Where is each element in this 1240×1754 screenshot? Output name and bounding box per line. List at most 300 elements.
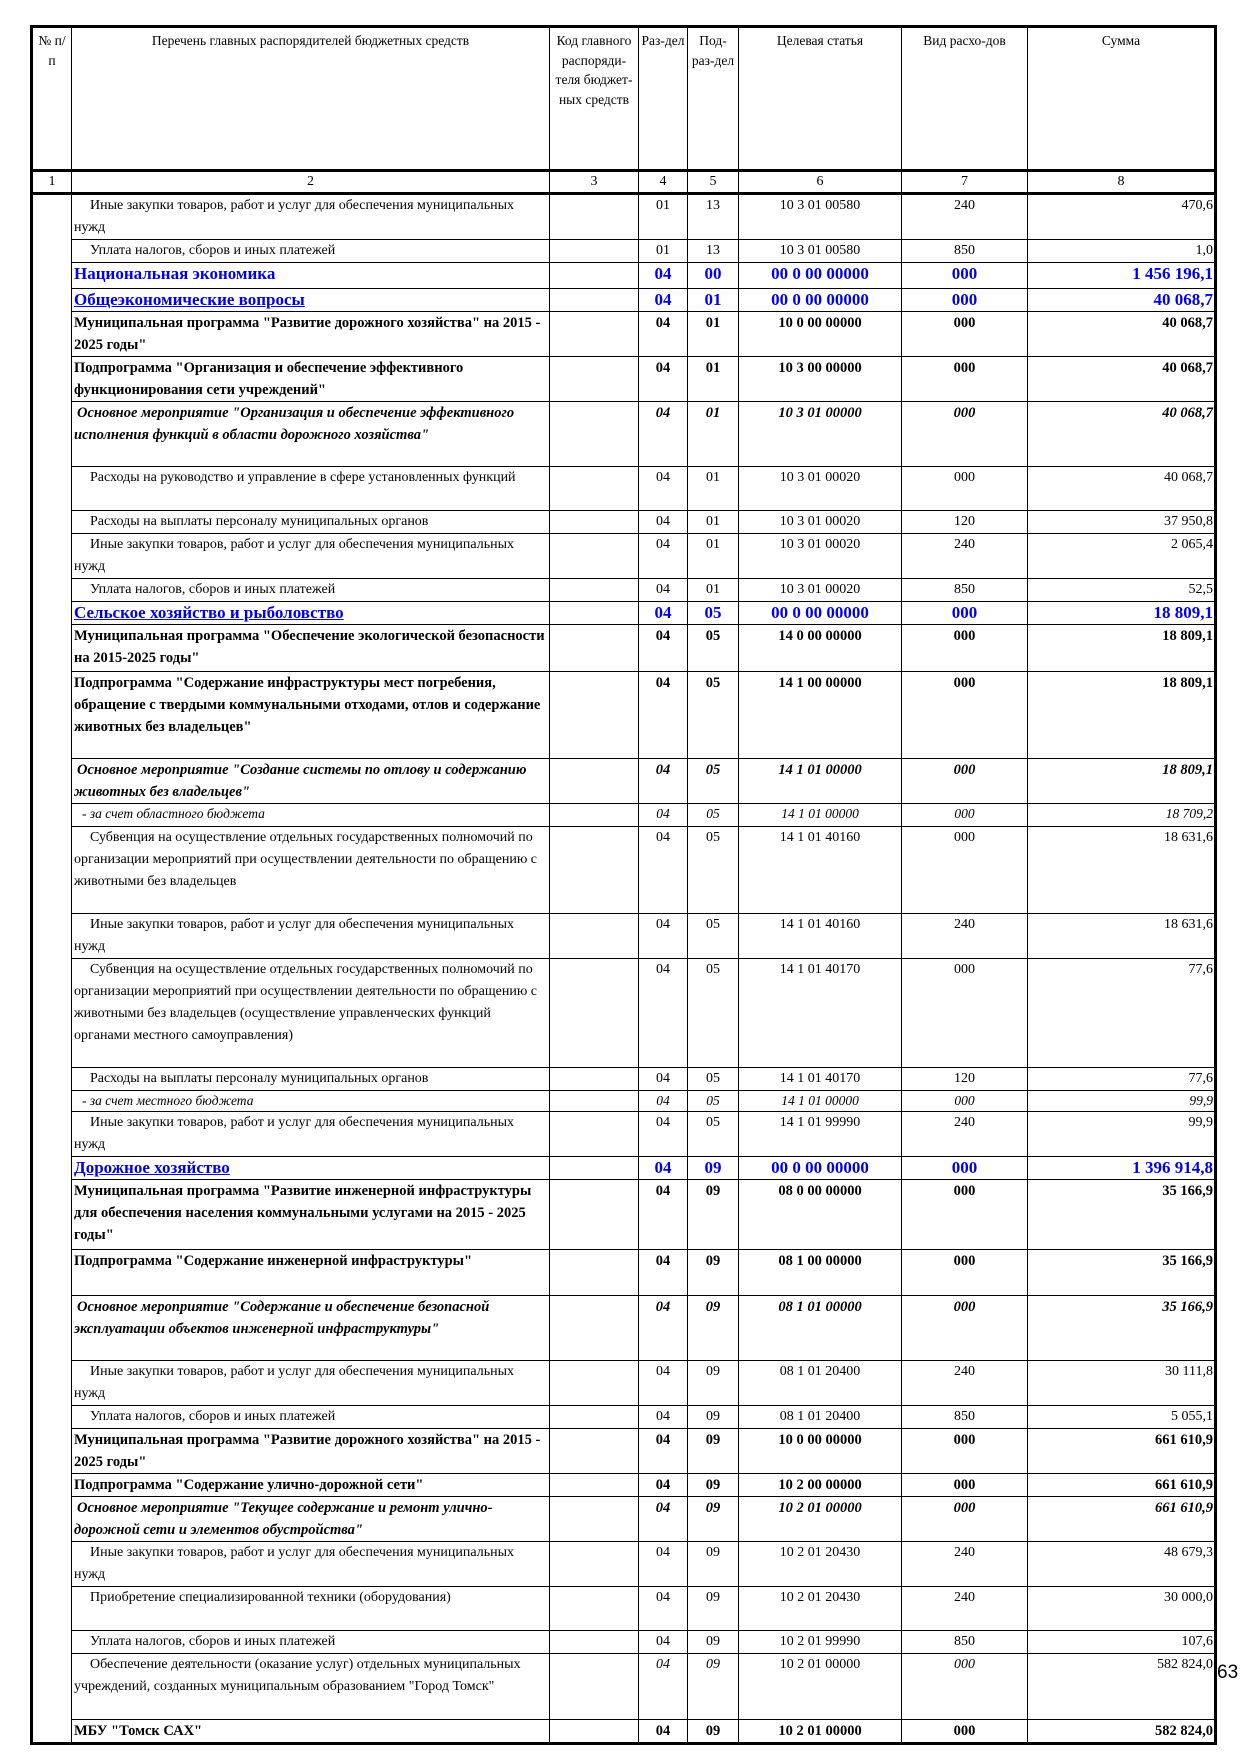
row-kod [550,1720,639,1744]
row-kod [550,1631,639,1654]
row-summa: 40 068,7 [1028,289,1216,312]
row-celevaya-statya: 10 3 01 00020 [739,467,902,511]
row-celevaya-statya: 10 2 01 00000 [739,1497,902,1542]
row-celevaya-statya: 00 0 00 00000 [739,1157,902,1180]
row-celevaya-statya: 14 1 01 40170 [739,959,902,1068]
row-razdel: 01 [639,240,688,263]
row-kod [550,467,639,511]
row-celevaya-statya: 10 0 00 00000 [739,312,902,357]
colnum: 2 [72,171,550,194]
row-podrazdel: 05 [688,1068,739,1091]
row-razdel: 04 [639,1157,688,1180]
row-razdel: 04 [639,263,688,289]
row-name: - за счет местного бюджета [72,1091,550,1112]
row-podrazdel: 05 [688,759,739,804]
header-celevaya: Целевая статья [739,27,902,171]
row-vid-rashodov: 240 [902,194,1028,240]
header-vid: Вид расхо-дов [902,27,1028,171]
row-name: Расходы на руководство и управление в сфере установленных функций [72,467,550,511]
row-name: Сельское хозяйство и рыболовство [72,602,550,625]
row-podrazdel: 00 [688,263,739,289]
row-name: Подпрограмма "Содержание инженерной инфраструктуры" [72,1250,550,1296]
row-vid-rashodov: 000 [902,1429,1028,1474]
row-celevaya-statya: 14 1 01 40160 [739,827,902,914]
row-summa: 107,6 [1028,1631,1216,1654]
table-row [32,194,1216,240]
row-kod [550,804,639,827]
row-razdel: 04 [639,579,688,602]
row-kod [550,914,639,959]
table-row [32,1091,1216,1112]
row-vid-rashodov: 240 [902,1587,1028,1631]
table-row [32,1406,1216,1429]
row-razdel: 04 [639,1497,688,1542]
row-kod [550,511,639,534]
row-vid-rashodov: 000 [902,827,1028,914]
table-row [32,1361,1216,1406]
row-name: Иные закупки товаров, работ и услуг для обеспечения муниципальных нужд [72,914,550,959]
row-vid-rashodov: 000 [902,467,1028,511]
row-podrazdel: 05 [688,1112,739,1157]
row-razdel: 01 [639,194,688,240]
row-podrazdel: 09 [688,1180,739,1250]
row-kod [550,1654,639,1720]
row-kod [550,263,639,289]
row-podrazdel: 01 [688,579,739,602]
row-name: Приобретение специализированной техники (оборудования) [72,1587,550,1631]
row-celevaya-statya: 10 3 01 00020 [739,511,902,534]
row-kod [550,1497,639,1542]
row-summa: 18 809,1 [1028,625,1216,672]
row-podrazdel: 05 [688,959,739,1068]
row-podrazdel: 01 [688,467,739,511]
row-vid-rashodov: 240 [902,914,1028,959]
row-kod [550,534,639,579]
row-vid-rashodov: 000 [902,959,1028,1068]
table-row [32,402,1216,467]
row-vid-rashodov: 000 [902,402,1028,467]
row-celevaya-statya: 14 0 00 00000 [739,625,902,672]
row-name: Уплата налогов, сборов и иных платежей [72,240,550,263]
row-podrazdel: 05 [688,804,739,827]
row-kod [550,1157,639,1180]
row-razdel: 04 [639,1250,688,1296]
row-kod [550,1542,639,1587]
row-celevaya-statya: 08 1 01 00000 [739,1296,902,1361]
row-razdel: 04 [639,759,688,804]
row-name: Расходы на выплаты персоналу муниципальных органов [72,1068,550,1091]
row-razdel: 04 [639,534,688,579]
row-summa: 18 631,6 [1028,914,1216,959]
colnum: 3 [550,171,639,194]
table-row [32,1542,1216,1587]
row-vid-rashodov: 000 [902,1180,1028,1250]
row-name: Субвенция на осуществление отдельных государственных полномочий по организации мероприятий при осуществлении деятельности по обращению с животными без владельцев [72,827,550,914]
row-vid-rashodov: 000 [902,1157,1028,1180]
table-row [32,1654,1216,1720]
row-summa: 35 166,9 [1028,1296,1216,1361]
row-podrazdel: 05 [688,914,739,959]
row-vid-rashodov: 000 [902,1091,1028,1112]
row-celevaya-statya: 14 1 01 99990 [739,1112,902,1157]
header-number: № п/п [32,27,72,171]
row-vid-rashodov: 120 [902,511,1028,534]
table-row [32,602,1216,625]
row-razdel: 04 [639,1180,688,1250]
row-kod [550,1361,639,1406]
table-row [32,534,1216,579]
row-summa: 18 809,1 [1028,602,1216,625]
row-celevaya-statya: 14 1 01 00000 [739,1091,902,1112]
row-razdel: 04 [639,827,688,914]
row-podrazdel: 09 [688,1542,739,1587]
row-summa: 582 824,0 [1028,1654,1216,1720]
row-vid-rashodov: 000 [902,312,1028,357]
row-celevaya-statya: 10 2 01 00000 [739,1720,902,1744]
row-razdel: 04 [639,402,688,467]
row-summa: 2 065,4 [1028,534,1216,579]
row-celevaya-statya: 10 2 01 20430 [739,1587,902,1631]
row-summa: 1 396 914,8 [1028,1157,1216,1180]
row-name: Иные закупки товаров, работ и услуг для обеспечения муниципальных нужд [72,194,550,240]
row-kod [550,1474,639,1497]
row-name: Иные закупки товаров, работ и услуг для обеспечения муниципальных нужд [72,1112,550,1157]
table-row [32,1631,1216,1654]
row-kod [550,289,639,312]
row-podrazdel: 05 [688,827,739,914]
row-podrazdel: 09 [688,1654,739,1720]
row-summa: 77,6 [1028,1068,1216,1091]
row-kod [550,357,639,402]
row-celevaya-statya: 10 2 00 00000 [739,1474,902,1497]
colnum: 4 [639,171,688,194]
row-vid-rashodov: 000 [902,672,1028,759]
row-name: Муниципальная программа "Развитие дорожного хозяйства" на 2015 - 2025 годы" [72,1429,550,1474]
table-row [32,1497,1216,1542]
row-razdel: 04 [639,1631,688,1654]
row-kod [550,827,639,914]
table-row [32,625,1216,672]
table-row [32,1180,1216,1250]
row-razdel: 04 [639,1474,688,1497]
table-row [32,511,1216,534]
row-name: Основное мероприятие "Организация и обеспечение эффективного исполнения функций в области дорожного хозяйства" [72,402,550,467]
row-kod [550,1091,639,1112]
table-row [32,263,1216,289]
row-vid-rashodov: 850 [902,1631,1028,1654]
row-razdel: 04 [639,467,688,511]
row-name: Субвенция на осуществление отдельных государственных полномочий по организации мероприятий при осуществлении деятельности по обращению с животными без владельцев (осуществление управленческих функций органами местного самоуправления) [72,959,550,1068]
row-razdel: 04 [639,625,688,672]
row-kod [550,579,639,602]
row-podrazdel: 09 [688,1720,739,1744]
row-summa: 40 068,7 [1028,357,1216,402]
row-summa: 30 111,8 [1028,1361,1216,1406]
row-celevaya-statya: 10 3 01 00020 [739,534,902,579]
row-kod [550,1406,639,1429]
row-podrazdel: 09 [688,1296,739,1361]
table-row [32,827,1216,914]
row-razdel: 04 [639,914,688,959]
row-podrazdel: 01 [688,511,739,534]
table-row [32,312,1216,357]
row-name: Уплата налогов, сборов и иных платежей [72,579,550,602]
row-name: - за счет областного бюджета [72,804,550,827]
row-summa: 18 809,1 [1028,672,1216,759]
row-celevaya-statya: 00 0 00 00000 [739,263,902,289]
row-podrazdel: 05 [688,1091,739,1112]
row-name: МБУ "Томск САХ" [72,1720,550,1744]
table-row [32,804,1216,827]
row-celevaya-statya: 08 0 00 00000 [739,1180,902,1250]
row-name: Обеспечение деятельности (оказание услуг) отдельных муниципальных учреждений, созданных муниципальным образованием "Город Томск" [72,1654,550,1720]
table-row [32,759,1216,804]
row-kod [550,240,639,263]
row-kod [550,672,639,759]
row-name: Муниципальная программа "Развитие инженерной инфраструктуры для обеспечения населения коммунальными услугами на 2015 - 2025 годы" [72,1180,550,1250]
row-razdel: 04 [639,1654,688,1720]
row-name: Подпрограмма "Содержание улично-дорожной сети" [72,1474,550,1497]
row-razdel: 04 [639,312,688,357]
row-kod [550,1068,639,1091]
row-vid-rashodov: 000 [902,1250,1028,1296]
row-vid-rashodov: 000 [902,1720,1028,1744]
header-name: Перечень главных распорядителей бюджетных средств [72,27,550,171]
row-summa: 52,5 [1028,579,1216,602]
row-kod [550,1250,639,1296]
row-summa: 661 610,9 [1028,1497,1216,1542]
table-row [32,1587,1216,1631]
row-podrazdel: 09 [688,1429,739,1474]
row-razdel: 04 [639,1068,688,1091]
row-razdel: 04 [639,672,688,759]
column-number-row [32,171,1216,194]
row-celevaya-statya: 08 1 01 20400 [739,1361,902,1406]
row-podrazdel: 05 [688,625,739,672]
row-podrazdel: 09 [688,1250,739,1296]
row-razdel: 04 [639,1296,688,1361]
table-row [32,357,1216,402]
row-vid-rashodov: 000 [902,804,1028,827]
row-summa: 661 610,9 [1028,1474,1216,1497]
colnum: 5 [688,171,739,194]
row-name: Подпрограмма "Содержание инфраструктуры мест погребения, обращение с твердыми коммунальными отходами, отлов и содержание животных без владельцев" [72,672,550,759]
row-kod [550,402,639,467]
table-body [32,194,1216,1744]
row-name: Иные закупки товаров, работ и услуг для обеспечения муниципальных нужд [72,1542,550,1587]
row-podrazdel: 13 [688,240,739,263]
row-summa: 77,6 [1028,959,1216,1068]
row-razdel: 04 [639,1406,688,1429]
row-razdel: 04 [639,289,688,312]
row-vid-rashodov: 000 [902,289,1028,312]
row-celevaya-statya: 00 0 00 00000 [739,289,902,312]
colnum: 6 [739,171,902,194]
row-kod [550,959,639,1068]
row-summa: 18 709,2 [1028,804,1216,827]
row-vid-rashodov: 240 [902,1112,1028,1157]
row-celevaya-statya: 14 1 00 00000 [739,672,902,759]
row-kod [550,602,639,625]
row-vid-rashodov: 000 [902,1296,1028,1361]
row-summa: 99,9 [1028,1112,1216,1157]
row-vid-rashodov: 240 [902,1542,1028,1587]
table-row [32,1720,1216,1744]
row-kod [550,1587,639,1631]
row-celevaya-statya: 10 3 01 00000 [739,402,902,467]
row-celevaya-statya: 10 2 01 00000 [739,1654,902,1720]
row-podrazdel: 09 [688,1406,739,1429]
row-razdel: 04 [639,1429,688,1474]
header-razdel: Раз-дел [639,27,688,171]
row-name: Общеэкономические вопросы [72,289,550,312]
row-podrazdel: 09 [688,1631,739,1654]
row-celevaya-statya: 10 3 01 00020 [739,579,902,602]
row-podrazdel: 05 [688,672,739,759]
row-kod [550,1112,639,1157]
row-podrazdel: 09 [688,1497,739,1542]
row-razdel: 04 [639,511,688,534]
row-celevaya-statya: 14 1 01 40170 [739,1068,902,1091]
row-kod [550,1429,639,1474]
row-celevaya-statya: 10 3 01 00580 [739,240,902,263]
row-summa: 1,0 [1028,240,1216,263]
row-celevaya-statya: 10 2 01 20430 [739,1542,902,1587]
row-celevaya-statya: 08 1 01 20400 [739,1406,902,1429]
header-summa: Сумма [1028,27,1216,171]
header-kod: Код главного распоряди-теля бюджет-ных средств [550,27,639,171]
row-summa: 40 068,7 [1028,467,1216,511]
row-name: Национальная экономика [72,263,550,289]
table-row [32,1250,1216,1296]
row-name: Муниципальная программа "Обеспечение экологической безопасности на 2015-2025 годы" [72,625,550,672]
table-row [32,1157,1216,1180]
row-summa: 661 610,9 [1028,1429,1216,1474]
row-vid-rashodov: 000 [902,1654,1028,1720]
row-kod [550,1180,639,1250]
header-row [32,27,1216,171]
table-row [32,959,1216,1068]
row-summa: 40 068,7 [1028,312,1216,357]
row-vid-rashodov: 000 [902,263,1028,289]
row-name: Иные закупки товаров, работ и услуг для обеспечения муниципальных нужд [72,534,550,579]
row-summa: 35 166,9 [1028,1180,1216,1250]
row-razdel: 04 [639,602,688,625]
row-podrazdel: 01 [688,289,739,312]
table-row [32,914,1216,959]
row-name: Расходы на выплаты персоналу муниципальных органов [72,511,550,534]
table-row [32,1112,1216,1157]
row-celevaya-statya: 14 1 01 00000 [739,759,902,804]
row-kod [550,194,639,240]
row-celevaya-statya: 00 0 00 00000 [739,602,902,625]
row-name: Подпрограмма "Организация и обеспечение эффективного функционирования сети учреждений" [72,357,550,402]
row-podrazdel: 09 [688,1361,739,1406]
row-vid-rashodov: 240 [902,1361,1028,1406]
row-kod [550,312,639,357]
row-summa: 99,9 [1028,1091,1216,1112]
row-vid-rashodov: 000 [902,625,1028,672]
row-podrazdel: 09 [688,1157,739,1180]
row-razdel: 04 [639,1112,688,1157]
row-vid-rashodov: 000 [902,602,1028,625]
row-podrazdel: 01 [688,312,739,357]
row-razdel: 04 [639,1542,688,1587]
table-row [32,672,1216,759]
row-vid-rashodov: 850 [902,1406,1028,1429]
row-summa: 1 456 196,1 [1028,263,1216,289]
row-name: Муниципальная программа "Развитие дорожного хозяйства" на 2015 - 2025 годы" [72,312,550,357]
row-podrazdel: 01 [688,402,739,467]
row-kod [550,1296,639,1361]
row-vid-rashodov: 850 [902,579,1028,602]
row-summa: 470,6 [1028,194,1216,240]
row-summa: 582 824,0 [1028,1720,1216,1744]
row-celevaya-statya: 14 1 01 40160 [739,914,902,959]
row-razdel: 04 [639,959,688,1068]
row-summa: 35 166,9 [1028,1250,1216,1296]
row-podrazdel: 09 [688,1474,739,1497]
row-summa: 30 000,0 [1028,1587,1216,1631]
table-row [32,1429,1216,1474]
row-name: Иные закупки товаров, работ и услуг для обеспечения муниципальных нужд [72,1361,550,1406]
row-podrazdel: 05 [688,602,739,625]
row-podrazdel: 01 [688,534,739,579]
row-summa: 18 809,1 [1028,759,1216,804]
row-vid-rashodov: 000 [902,1497,1028,1542]
row-name: Уплата налогов, сборов и иных платежей [72,1631,550,1654]
header-podrazdel: Под-раз-дел [688,27,739,171]
colnum: 7 [902,171,1028,194]
row-summa: 40 068,7 [1028,402,1216,467]
row-razdel: 04 [639,1361,688,1406]
page-number: 63 [1217,1662,1239,1683]
row-name: Основное мероприятие "Создание системы по отлову и содержанию животных без владельцев" [72,759,550,804]
row-summa: 48 679,3 [1028,1542,1216,1587]
row-summa: 18 631,6 [1028,827,1216,914]
row-name: Основное мероприятие "Текущее содержание и ремонт улично-дорожной сети и элементов обустройства" [72,1497,550,1542]
row-vid-rashodov: 000 [902,1474,1028,1497]
budget-table [30,25,1217,1745]
row-vid-rashodov: 240 [902,534,1028,579]
row-vid-rashodov: 000 [902,759,1028,804]
row-celevaya-statya: 08 1 00 00000 [739,1250,902,1296]
row-podrazdel: 01 [688,357,739,402]
colnum: 8 [1028,171,1216,194]
row-summa: 37 950,8 [1028,511,1216,534]
row-name: Основное мероприятие "Содержание и обеспечение безопасной эксплуатации объектов инженерной инфраструктуры" [72,1296,550,1361]
table-row [32,467,1216,511]
row-number-cell [32,194,72,1744]
table-row [32,579,1216,602]
row-celevaya-statya: 10 2 01 99990 [739,1631,902,1654]
row-vid-rashodov: 850 [902,240,1028,263]
row-razdel: 04 [639,804,688,827]
row-razdel: 04 [639,1720,688,1744]
row-celevaya-statya: 14 1 01 00000 [739,804,902,827]
row-razdel: 04 [639,1091,688,1112]
row-razdel: 04 [639,357,688,402]
row-celevaya-statya: 10 3 01 00580 [739,194,902,240]
row-vid-rashodov: 000 [902,357,1028,402]
row-podrazdel: 09 [688,1587,739,1631]
row-podrazdel: 13 [688,194,739,240]
table-row [32,1474,1216,1497]
table-row [32,240,1216,263]
row-name: Уплата налогов, сборов и иных платежей [72,1406,550,1429]
table-row [32,1068,1216,1091]
row-name: Дорожное хозяйство [72,1157,550,1180]
